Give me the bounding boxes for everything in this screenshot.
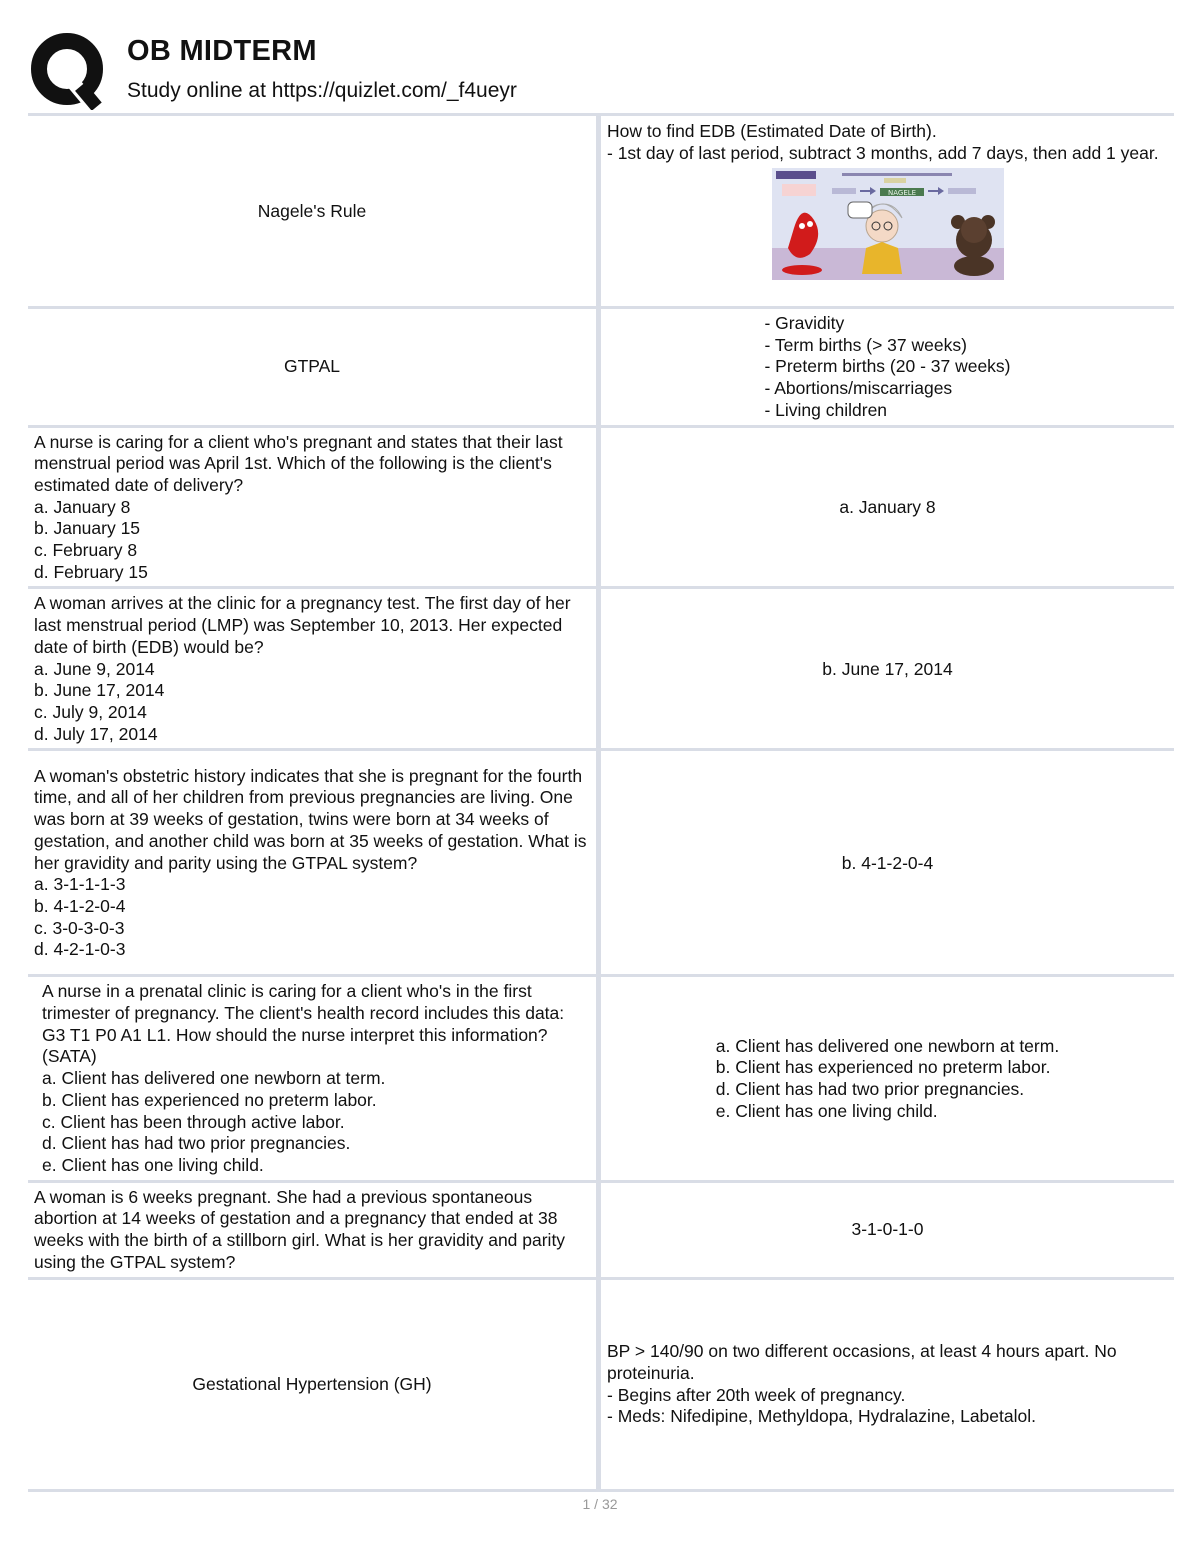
- term-text: A woman's obstetric history indicates that she is pregnant for the fourth time, and all of her children from previous pregnancies are living. One was born at 39 weeks of gestation, twins were born at 34 weeks of gestation, and another child was born at 35 weeks of gestation. What is her gravidity and parity using the GTPAL system?: [34, 765, 592, 873]
- definition-text: d. Client has had two prior pregnancies.: [715, 1079, 1025, 1100]
- term-text: A woman is 6 weeks pregnant. She had a previous spontaneous abortion at 14 weeks of gestation and a pregnancy that ended at 38 weeks with the birth of a stillborn girl. What is her gravidity and parity using the GTPAL system?: [34, 1186, 570, 1272]
- term-text: a. June 9, 2014: [34, 658, 155, 679]
- card-term: [28, 308, 599, 427]
- definition-text: - Preterm births (20 - 37 weeks): [764, 356, 1011, 377]
- definition-list: [764, 313, 1010, 422]
- term-text: a. 3-1-1-1-3: [34, 874, 126, 895]
- definition-text: a. Client has delivered one newborn at term.: [715, 1035, 1060, 1056]
- card-row: [28, 1181, 1174, 1278]
- term-text: Gestational Hypertension (GH): [192, 1373, 432, 1394]
- definition-text: - Gravidity: [764, 313, 845, 333]
- term-text: c. July 9, 2014: [34, 701, 147, 722]
- definition-text: - Term births (> 37 weeks): [764, 334, 967, 355]
- card-term: [28, 1278, 599, 1490]
- definition-text: How to find EDB (Estimated Date of Birth).: [607, 121, 937, 141]
- card-term: [28, 750, 599, 976]
- definition-text: b. 4-1-2-0-4: [841, 852, 934, 873]
- definition-text: - Meds: Nifedipine, Methyldopa, Hydralazine, Labetalol.: [607, 1406, 1036, 1427]
- card-definition: [599, 1181, 1175, 1278]
- card-term: [28, 588, 599, 750]
- card-definition: [599, 308, 1175, 427]
- term-text: A nurse is caring for a client who's pregnant and states that their last menstrual period was April 1st. Which of the following is the client's estimated date of delivery?: [34, 431, 568, 495]
- term-text: c. 3-0-3-0-3: [34, 917, 125, 938]
- card-row: [28, 588, 1174, 750]
- page-number: 1 / 32: [582, 1496, 618, 1512]
- study-link[interactable]: Study online at https://quizlet.com/_f4ueyr: [127, 79, 517, 102]
- definition-text: b. June 17, 2014: [822, 658, 953, 679]
- term-text: b. 4-1-2-0-4: [34, 895, 126, 916]
- flashcard-table: [28, 113, 1174, 1492]
- term-text: d. Client has had two prior pregnancies.: [42, 1133, 351, 1154]
- definition-text: - Abortions/miscarriages: [764, 378, 953, 399]
- card-definition: [599, 750, 1175, 976]
- term-text: b. January 15: [34, 518, 141, 539]
- term-text: GTPAL: [283, 356, 341, 377]
- term-text: A woman arrives at the clinic for a pregnancy test. The first day of her last menstrual period (LMP) was September 10, 2013. Her expected date of birth (EDB) would be?: [34, 593, 576, 657]
- definition-text: BP > 140/90 on two different occasions, at least 4 hours apart. No proteinuria.: [607, 1341, 1122, 1383]
- nagele-cartoon-image: [772, 168, 1004, 280]
- term-text: d. July 17, 2014: [34, 723, 158, 744]
- card-row: [28, 750, 1174, 976]
- card-definition: [599, 1278, 1175, 1490]
- nagele-illustration: [607, 164, 1168, 286]
- card-term: [28, 1181, 599, 1278]
- definition-text: - Begins after 20th week of pregnancy.: [607, 1384, 906, 1405]
- card-row: [28, 976, 1174, 1181]
- card-definition: [599, 426, 1175, 588]
- definition-list: [716, 1036, 1059, 1123]
- term-text: a. January 8: [34, 496, 131, 517]
- card-row: [28, 426, 1174, 588]
- definition-text: a. January 8: [839, 496, 936, 517]
- term-text: A nurse in a prenatal clinic is caring for a client who's in the first trimester of pregnancy. The client's health record includes this data: G3 T1 P0 A1 L1. How should the nurse interpret this information? (SATA): [42, 981, 570, 1067]
- term-text: e. Client has one living child.: [42, 1154, 264, 1175]
- card-term: [28, 115, 599, 308]
- quizlet-logo-icon: [30, 32, 108, 110]
- definition-text: b. Client has experienced no preterm labor.: [715, 1057, 1051, 1078]
- image-label: NAGELE: [887, 189, 916, 198]
- card-definition: [599, 115, 1175, 308]
- definition-text: - Living children: [764, 399, 888, 420]
- definition-text: e. Client has one living child.: [715, 1100, 938, 1121]
- term-text: Nagele's Rule: [257, 200, 367, 221]
- definition-text: - 1st day of last period, subtract 3 months, add 7 days, then add 1 year.: [607, 142, 1159, 163]
- term-text: a. Client has delivered one newborn at term.: [42, 1068, 386, 1089]
- definition-text: 3-1-0-1-0: [851, 1219, 924, 1240]
- card-term: [28, 976, 599, 1181]
- card-definition: [599, 976, 1175, 1181]
- card-row: [28, 1278, 1174, 1490]
- term-text: d. 4-2-1-0-3: [34, 939, 126, 960]
- card-term: [28, 426, 599, 588]
- page-title: OB MIDTERM: [127, 35, 317, 67]
- page-header: [28, 28, 1178, 112]
- term-text: d. February 15: [34, 561, 148, 582]
- term-text: b. Client has experienced no preterm labor.: [42, 1089, 377, 1110]
- card-row: [28, 308, 1174, 427]
- term-text: c. Client has been through active labor.: [42, 1111, 345, 1132]
- term-text: b. June 17, 2014: [34, 680, 165, 701]
- card-row: [28, 115, 1174, 308]
- card-definition: [599, 588, 1175, 750]
- term-text: c. February 8: [34, 540, 138, 561]
